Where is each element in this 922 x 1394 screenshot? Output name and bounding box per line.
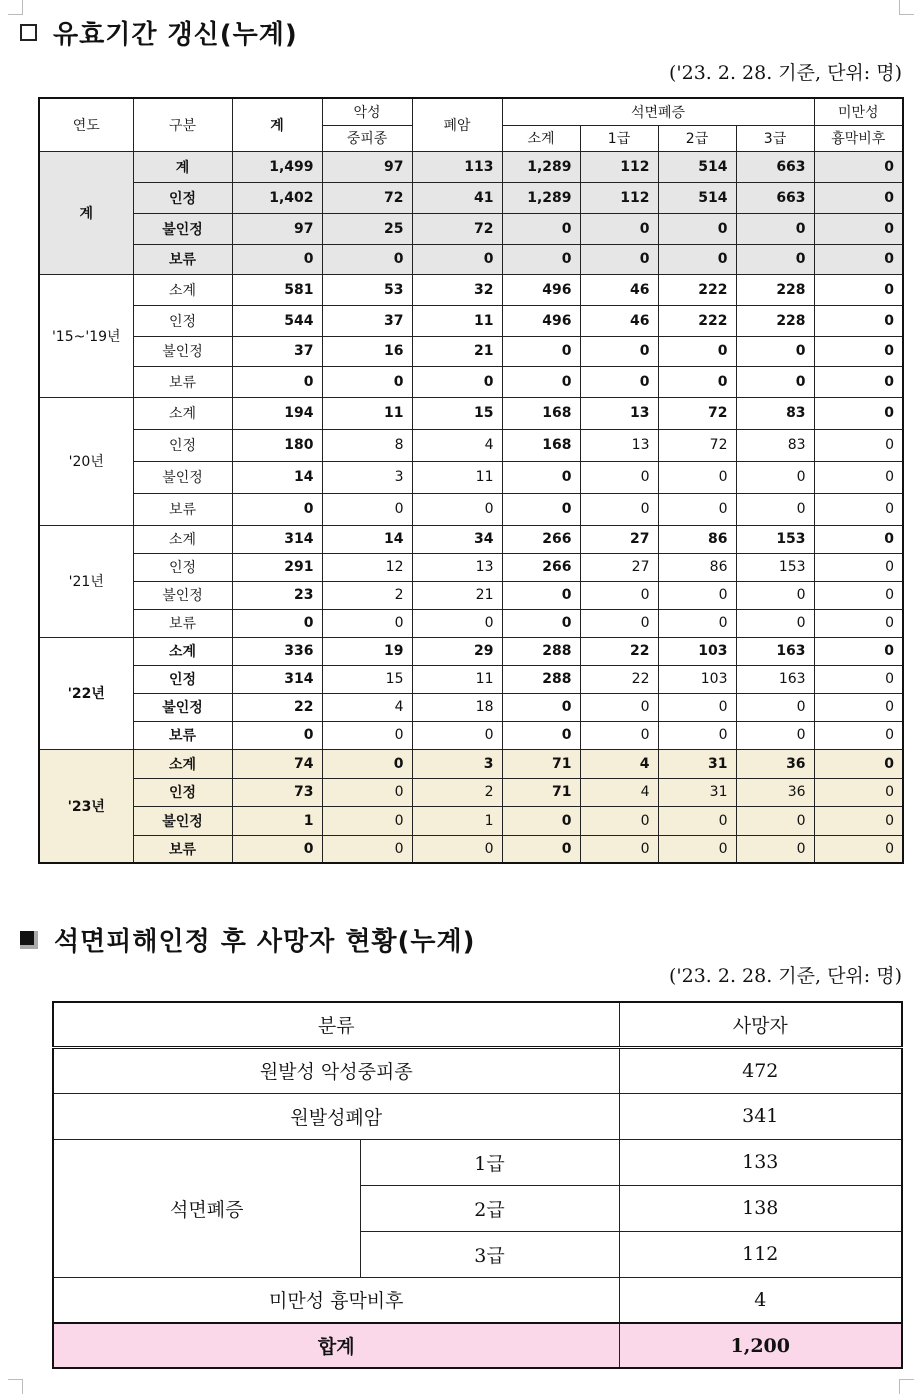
cell-value: 0 xyxy=(814,525,903,553)
cell-value: 163 xyxy=(736,665,814,693)
cell-value: 0 xyxy=(814,665,903,693)
cell-value: 0 xyxy=(658,693,736,721)
cell-value: 103 xyxy=(658,637,736,665)
table-row xyxy=(39,609,903,637)
table-row xyxy=(39,305,903,336)
table-row xyxy=(39,525,903,553)
cell-value: 0 xyxy=(814,182,903,213)
cell-value: 336 xyxy=(232,637,322,665)
row-mesothelioma-label: 원발성 악성중피종 xyxy=(53,1047,619,1093)
cell-value: 0 xyxy=(814,429,903,461)
cell-value: 0 xyxy=(814,835,903,863)
row-label: 불인정 xyxy=(133,806,232,835)
cell-value: 0 xyxy=(658,336,736,366)
cell-value: 0 xyxy=(322,749,412,778)
cell-value: 37 xyxy=(322,305,412,336)
cell-value: 0 xyxy=(814,721,903,749)
row-label: 인정 xyxy=(133,182,232,213)
table-row xyxy=(39,637,903,665)
section1-title xyxy=(20,14,298,51)
cell-value: 11 xyxy=(412,665,502,693)
cell-value: 228 xyxy=(736,274,814,305)
cell-value: 0 xyxy=(232,721,322,749)
row-grade1-label: 1급 xyxy=(360,1139,619,1185)
cell-value: 4 xyxy=(580,749,658,778)
row-label: 인정 xyxy=(133,778,232,806)
cell-value: 0 xyxy=(232,493,322,525)
cell-value: 41 xyxy=(412,182,502,213)
header-pleural-line2: 흉막비후 xyxy=(814,125,903,151)
cell-value: 228 xyxy=(736,305,814,336)
cell-value: 0 xyxy=(322,778,412,806)
table-row xyxy=(39,429,903,461)
row-label: 보류 xyxy=(133,366,232,397)
cell-value: 663 xyxy=(736,182,814,213)
cell-value: 15 xyxy=(412,397,502,429)
group-label: '15~'19년 xyxy=(39,274,133,397)
cell-value: 0 xyxy=(814,397,903,429)
cell-value: 514 xyxy=(658,182,736,213)
cell-value: 15 xyxy=(322,665,412,693)
cell-value: 0 xyxy=(502,366,580,397)
row-label: 소계 xyxy=(133,749,232,778)
cell-value: 0 xyxy=(736,835,814,863)
row-total-value: 1,200 xyxy=(619,1323,902,1368)
cell-value: 27 xyxy=(580,525,658,553)
cell-value: 0 xyxy=(322,493,412,525)
cell-value: 0 xyxy=(502,806,580,835)
cell-value: 0 xyxy=(814,305,903,336)
cell-value: 0 xyxy=(580,244,658,274)
cell-value: 0 xyxy=(580,806,658,835)
cell-value: 0 xyxy=(322,609,412,637)
cell-value: 23 xyxy=(232,581,322,609)
cell-value: 0 xyxy=(658,806,736,835)
row-label: 인정 xyxy=(133,665,232,693)
section1-basis-note: ('23. 2. 28. 기준, 단위: 명) xyxy=(668,62,902,84)
cell-value: 0 xyxy=(814,151,903,182)
cell-value: 0 xyxy=(814,553,903,581)
table-row xyxy=(39,274,903,305)
cell-value: 0 xyxy=(580,581,658,609)
cell-value: 4 xyxy=(412,429,502,461)
header-category: 구분 xyxy=(133,98,232,151)
cell-value: 12 xyxy=(322,553,412,581)
row-label: 불인정 xyxy=(133,693,232,721)
table-row xyxy=(39,749,903,778)
table-row xyxy=(39,665,903,693)
cell-value: 14 xyxy=(322,525,412,553)
cell-value: 0 xyxy=(502,493,580,525)
cell-value: 0 xyxy=(658,609,736,637)
row-grade3-label: 3급 xyxy=(360,1231,619,1277)
cell-value: 71 xyxy=(502,749,580,778)
cell-value: 0 xyxy=(814,274,903,305)
cell-value: 194 xyxy=(232,397,322,429)
header-total: 계 xyxy=(232,98,322,151)
cell-value: 22 xyxy=(580,665,658,693)
table-row xyxy=(39,461,903,493)
cell-value: 0 xyxy=(736,366,814,397)
group-label: 계 xyxy=(39,151,133,274)
table-row xyxy=(39,336,903,366)
cell-value: 0 xyxy=(580,835,658,863)
row-label: 불인정 xyxy=(133,581,232,609)
cell-value: 19 xyxy=(322,637,412,665)
cell-value: 112 xyxy=(580,151,658,182)
cell-value: 0 xyxy=(814,493,903,525)
header-mesothelioma-line1: 악성 xyxy=(322,98,412,125)
cell-value: 21 xyxy=(412,336,502,366)
cell-value: 581 xyxy=(232,274,322,305)
cell-value: 0 xyxy=(658,581,736,609)
cell-value: 314 xyxy=(232,525,322,553)
cell-value: 46 xyxy=(580,274,658,305)
header-classification: 분류 xyxy=(53,1002,619,1047)
cell-value: 0 xyxy=(736,461,814,493)
cell-value: 0 xyxy=(322,806,412,835)
cell-value: 168 xyxy=(502,397,580,429)
cell-value: 0 xyxy=(322,244,412,274)
row-label: 보류 xyxy=(133,835,232,863)
table-row xyxy=(39,553,903,581)
cell-value: 0 xyxy=(502,244,580,274)
table-row xyxy=(39,366,903,397)
table-row xyxy=(39,182,903,213)
cell-value: 21 xyxy=(412,581,502,609)
cell-value: 0 xyxy=(502,609,580,637)
cell-value: 11 xyxy=(412,461,502,493)
cell-value: 288 xyxy=(502,637,580,665)
group-label: '20년 xyxy=(39,397,133,525)
group-label: '22년 xyxy=(39,637,133,749)
cell-value: 0 xyxy=(658,493,736,525)
cell-value: 0 xyxy=(658,244,736,274)
cell-value: 168 xyxy=(502,429,580,461)
cell-value: 53 xyxy=(322,274,412,305)
cell-value: 8 xyxy=(322,429,412,461)
cell-value: 14 xyxy=(232,461,322,493)
cell-value: 544 xyxy=(232,305,322,336)
cell-value: 74 xyxy=(232,749,322,778)
cell-value: 0 xyxy=(658,213,736,244)
table-row xyxy=(39,397,903,429)
cell-value: 1,402 xyxy=(232,182,322,213)
cell-value: 1 xyxy=(412,806,502,835)
table-row xyxy=(39,806,903,835)
cell-value: 180 xyxy=(232,429,322,461)
cell-value: 0 xyxy=(814,461,903,493)
row-label: 소계 xyxy=(133,637,232,665)
cell-value: 0 xyxy=(580,721,658,749)
header-subtotal: 소계 xyxy=(502,125,580,151)
cell-value: 0 xyxy=(658,461,736,493)
header-deaths: 사망자 xyxy=(619,1002,902,1047)
cell-value: 0 xyxy=(502,835,580,863)
cell-value: 0 xyxy=(412,835,502,863)
cell-value: 0 xyxy=(736,493,814,525)
cell-value: 496 xyxy=(502,305,580,336)
cell-value: 1 xyxy=(232,806,322,835)
cell-value: 0 xyxy=(580,213,658,244)
cell-value: 3 xyxy=(412,749,502,778)
cell-value: 0 xyxy=(814,366,903,397)
cell-value: 0 xyxy=(814,244,903,274)
row-label: 계 xyxy=(133,151,232,182)
cell-value: 2 xyxy=(412,778,502,806)
cell-value: 153 xyxy=(736,553,814,581)
cell-value: 25 xyxy=(322,213,412,244)
cell-value: 0 xyxy=(736,721,814,749)
cell-value: 86 xyxy=(658,553,736,581)
row-grade2-value: 138 xyxy=(619,1185,902,1231)
cell-value: 36 xyxy=(736,778,814,806)
cell-value: 1,289 xyxy=(502,182,580,213)
cell-value: 0 xyxy=(580,493,658,525)
row-label: 불인정 xyxy=(133,336,232,366)
cell-value: 0 xyxy=(412,609,502,637)
cell-value: 11 xyxy=(412,305,502,336)
cell-value: 97 xyxy=(322,151,412,182)
group-label: '21년 xyxy=(39,525,133,637)
cell-value: 0 xyxy=(658,366,736,397)
section2-basis-note: ('23. 2. 28. 기준, 단위: 명) xyxy=(668,965,902,987)
table-row xyxy=(39,581,903,609)
cell-value: 153 xyxy=(736,525,814,553)
table-row xyxy=(39,213,903,244)
cell-value: 0 xyxy=(814,637,903,665)
row-label: 인정 xyxy=(133,429,232,461)
cell-value: 11 xyxy=(322,397,412,429)
cell-value: 0 xyxy=(736,581,814,609)
table-row xyxy=(39,835,903,863)
cell-value: 4 xyxy=(580,778,658,806)
cell-value: 0 xyxy=(322,366,412,397)
page-corner-mark xyxy=(899,1379,914,1394)
cell-value: 0 xyxy=(814,581,903,609)
header-pleural-line1: 미만성 xyxy=(814,98,903,125)
cell-value: 37 xyxy=(232,336,322,366)
row-grade1-value: 133 xyxy=(619,1139,902,1185)
header-asbestosis: 석면폐증 xyxy=(502,98,814,125)
row-label: 보류 xyxy=(133,244,232,274)
cell-value: 32 xyxy=(412,274,502,305)
cell-value: 36 xyxy=(736,749,814,778)
cell-value: 0 xyxy=(814,693,903,721)
cell-value: 0 xyxy=(658,721,736,749)
table-row xyxy=(39,721,903,749)
cell-value: 13 xyxy=(412,553,502,581)
cell-value: 0 xyxy=(322,835,412,863)
row-label: 소계 xyxy=(133,525,232,553)
header-mesothelioma-line2: 중피종 xyxy=(322,125,412,151)
row-pleural-value: 4 xyxy=(619,1277,902,1323)
table-row xyxy=(39,244,903,274)
header-grade3: 3급 xyxy=(736,125,814,151)
cell-value: 0 xyxy=(814,806,903,835)
cell-value: 16 xyxy=(322,336,412,366)
cell-value: 0 xyxy=(736,693,814,721)
cell-value: 71 xyxy=(502,778,580,806)
cell-value: 0 xyxy=(502,461,580,493)
cell-value: 222 xyxy=(658,305,736,336)
cell-value: 113 xyxy=(412,151,502,182)
cell-value: 291 xyxy=(232,553,322,581)
section2-title-text: 석면피해인정 후 사망자 현황(누계) xyxy=(54,927,476,957)
cell-value: 0 xyxy=(814,609,903,637)
cell-value: 0 xyxy=(232,835,322,863)
cell-value: 31 xyxy=(658,778,736,806)
cell-value: 163 xyxy=(736,637,814,665)
row-label: 불인정 xyxy=(133,213,232,244)
cell-value: 0 xyxy=(580,336,658,366)
row-asbestosis-label: 석면폐증 xyxy=(53,1139,360,1277)
cell-value: 0 xyxy=(502,336,580,366)
cell-value: 0 xyxy=(736,609,814,637)
cell-value: 0 xyxy=(658,835,736,863)
header-grade2: 2급 xyxy=(658,125,736,151)
row-label: 보류 xyxy=(133,493,232,525)
header-grade1: 1급 xyxy=(580,125,658,151)
death-status-table xyxy=(52,1001,903,1369)
row-grade2-label: 2급 xyxy=(360,1185,619,1231)
cell-value: 0 xyxy=(814,213,903,244)
cell-value: 112 xyxy=(580,182,658,213)
row-label: 보류 xyxy=(133,721,232,749)
cell-value: 13 xyxy=(580,397,658,429)
cell-value: 266 xyxy=(502,553,580,581)
cell-value: 2 xyxy=(322,581,412,609)
cell-value: 288 xyxy=(502,665,580,693)
cell-value: 0 xyxy=(412,366,502,397)
cell-value: 0 xyxy=(412,244,502,274)
cell-value: 0 xyxy=(580,609,658,637)
cell-value: 0 xyxy=(232,609,322,637)
cell-value: 1,499 xyxy=(232,151,322,182)
cell-value: 34 xyxy=(412,525,502,553)
cell-value: 29 xyxy=(412,637,502,665)
row-grade3-value: 112 xyxy=(619,1231,902,1277)
section1-title-text: 유효기간 갱신(누계) xyxy=(53,20,298,50)
table-row xyxy=(39,493,903,525)
table-row xyxy=(39,778,903,806)
table-row xyxy=(39,151,903,182)
section2-title xyxy=(20,921,476,958)
cell-value: 0 xyxy=(502,693,580,721)
cell-value: 46 xyxy=(580,305,658,336)
header-year: 연도 xyxy=(39,98,133,151)
cell-value: 0 xyxy=(580,366,658,397)
row-label: 보류 xyxy=(133,609,232,637)
cell-value: 13 xyxy=(580,429,658,461)
cell-value: 663 xyxy=(736,151,814,182)
cell-value: 0 xyxy=(232,244,322,274)
row-label: 소계 xyxy=(133,397,232,429)
cell-value: 0 xyxy=(580,461,658,493)
row-label: 인정 xyxy=(133,553,232,581)
cell-value: 83 xyxy=(736,429,814,461)
cell-value: 3 xyxy=(322,461,412,493)
row-total-label: 합계 xyxy=(53,1323,619,1368)
cell-value: 0 xyxy=(814,778,903,806)
cell-value: 0 xyxy=(814,336,903,366)
cell-value: 0 xyxy=(412,721,502,749)
cell-value: 97 xyxy=(232,213,322,244)
header-lung-cancer: 폐암 xyxy=(412,98,502,151)
cell-value: 22 xyxy=(580,637,658,665)
cell-value: 0 xyxy=(232,366,322,397)
row-lung-cancer-value: 341 xyxy=(619,1093,902,1139)
cell-value: 314 xyxy=(232,665,322,693)
cell-value: 0 xyxy=(412,493,502,525)
cell-value: 31 xyxy=(658,749,736,778)
cell-value: 0 xyxy=(502,581,580,609)
cell-value: 0 xyxy=(322,721,412,749)
page-corner-mark xyxy=(899,0,914,15)
cell-value: 4 xyxy=(322,693,412,721)
row-label: 소계 xyxy=(133,274,232,305)
cell-value: 222 xyxy=(658,274,736,305)
cell-value: 0 xyxy=(736,244,814,274)
cell-value: 0 xyxy=(580,693,658,721)
row-label: 인정 xyxy=(133,305,232,336)
cell-value: 72 xyxy=(658,397,736,429)
cell-value: 18 xyxy=(412,693,502,721)
cell-value: 0 xyxy=(736,336,814,366)
cell-value: 83 xyxy=(736,397,814,429)
row-mesothelioma-value: 472 xyxy=(619,1047,902,1093)
cell-value: 22 xyxy=(232,693,322,721)
cell-value: 266 xyxy=(502,525,580,553)
cell-value: 0 xyxy=(814,749,903,778)
cell-value: 514 xyxy=(658,151,736,182)
filled-square-bullet-icon xyxy=(20,931,38,949)
cell-value: 72 xyxy=(412,213,502,244)
row-label: 불인정 xyxy=(133,461,232,493)
cell-value: 0 xyxy=(736,806,814,835)
cell-value: 0 xyxy=(502,213,580,244)
cell-value: 0 xyxy=(736,213,814,244)
row-lung-cancer-label: 원발성폐암 xyxy=(53,1093,619,1139)
page-corner-mark xyxy=(8,1379,23,1394)
table-row xyxy=(39,693,903,721)
cell-value: 73 xyxy=(232,778,322,806)
cell-value: 72 xyxy=(322,182,412,213)
open-square-bullet-icon xyxy=(20,24,37,41)
cell-value: 27 xyxy=(580,553,658,581)
page-corner-mark xyxy=(8,0,23,15)
renewal-table xyxy=(38,97,904,864)
cell-value: 86 xyxy=(658,525,736,553)
group-label: '23년 xyxy=(39,749,133,863)
cell-value: 103 xyxy=(658,665,736,693)
row-pleural-label: 미만성 흉막비후 xyxy=(53,1277,619,1323)
cell-value: 496 xyxy=(502,274,580,305)
cell-value: 1,289 xyxy=(502,151,580,182)
cell-value: 0 xyxy=(502,721,580,749)
cell-value: 72 xyxy=(658,429,736,461)
